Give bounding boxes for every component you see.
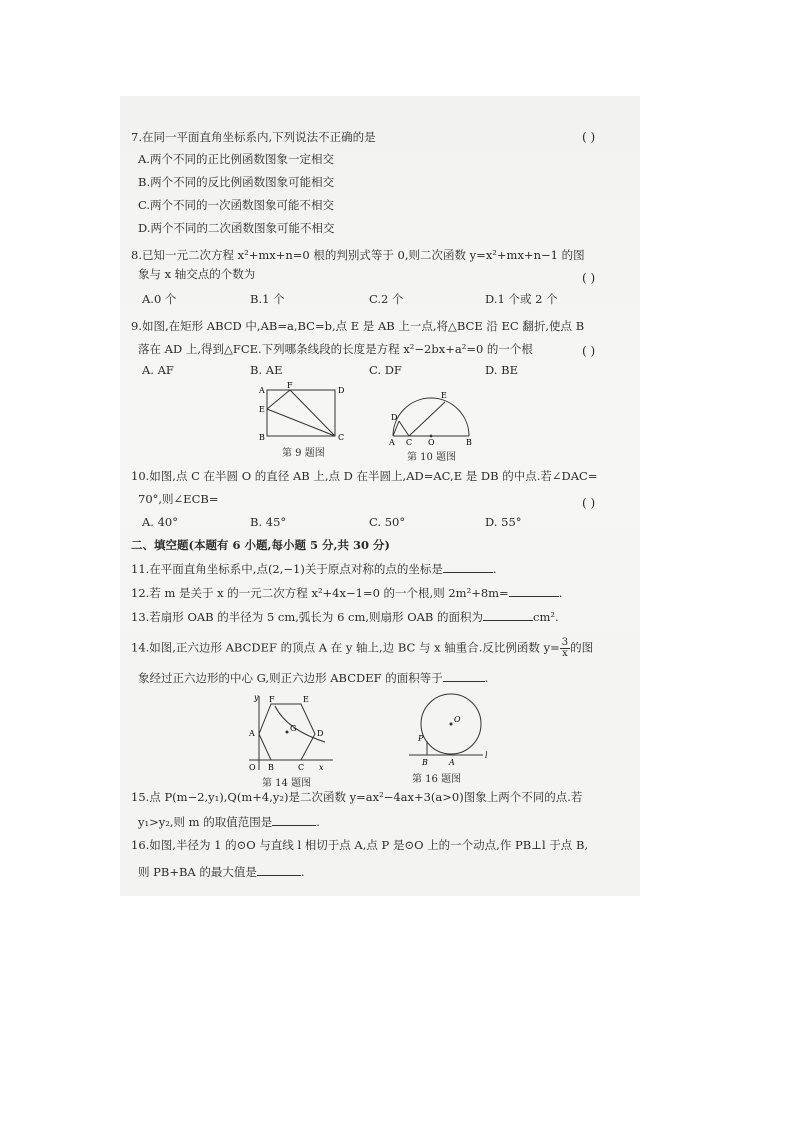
q14-stem-line1 (131, 638, 593, 659)
q15-stem-line2: y₁>y₂,则 m 的取值范围是 . (138, 815, 320, 829)
q16-text-line2: 则 PB+BA 的最大值是 (138, 865, 257, 879)
fig10-caption: 第 10 题图 (407, 452, 457, 463)
fig10-label-d: D (391, 413, 398, 422)
q14-text-post: 的图 (570, 640, 594, 655)
fig10-segment-ce (409, 402, 445, 436)
fig16-label-o: O (454, 715, 461, 724)
fig10-label-b: B (466, 438, 472, 446)
fig14-label-o: O (249, 763, 256, 772)
fig9-segment-ef (267, 390, 290, 409)
q16-answer-blank[interactable] (257, 875, 301, 876)
fig16-label-a: A (449, 758, 455, 767)
q13-text: 13.若扇形 OAB 的半径为 5 cm,弧长为 6 cm,则扇形 OAB 的面积为 (131, 610, 484, 624)
q8-answer-paren: ( ) (582, 271, 596, 285)
fig16-caption: 第 16 题图 (412, 774, 462, 785)
fig9-segment-fc (290, 390, 335, 436)
fig14-label-g: G (290, 724, 297, 733)
fig10-label-o: O (428, 438, 435, 446)
fig16-center-point (450, 723, 453, 726)
q13-stem (131, 610, 559, 624)
q10-option-d: D. 55° (485, 515, 522, 529)
q9-option-c: C. DF (369, 363, 402, 377)
fig10-label-a: A (389, 438, 395, 446)
fig9-label-b: B (259, 433, 265, 442)
q10-answer-paren: ( ) (582, 496, 596, 510)
q14-text-pre: 14.如图,正六边形 ABCDEF 的顶点 A 在 y 轴上,边 BC 与 x 轴重合.反比例函数 y= (131, 640, 560, 655)
fig14-label-f: F (269, 695, 275, 704)
q15-text-line2: y₁>y₂,则 m 的取值范围是 (138, 815, 273, 829)
q7-option-c: C.两个不同的一次函数图象可能不相交 (138, 198, 335, 212)
q9-option-b: B. AE (250, 363, 283, 377)
q12-answer-blank[interactable] (509, 596, 559, 597)
q13-unit: cm². (533, 610, 559, 624)
fig10-label-e: E (441, 391, 447, 400)
fig16-label-p: P (418, 734, 424, 743)
section-2-heading: 二、填空题(本题有 6 小题,每小题 5 分,共 30 分) (131, 538, 390, 552)
q7-option-b: B.两个不同的反比例函数图象可能相交 (138, 175, 335, 189)
q8-option-d: D.1 个或 2 个 (485, 292, 558, 306)
q14-stem-line2: 象经过正六边形的中心 G,则正六边形 ABCDEF 的面积等于 . (138, 671, 489, 685)
fig9-caption: 第 9 题图 (282, 448, 325, 459)
fig14-center-g-point (286, 731, 289, 734)
figure-16-circle-tangent-diagram (405, 690, 495, 770)
q12-text: 12.若 m 是关于 x 的一元二次方程 x²+4x−1=0 的一个根,则 2m²+8m= (131, 586, 509, 600)
fig14-label-d: D (317, 729, 324, 738)
fig9-label-f: F (287, 381, 293, 390)
q9-option-a: A. AF (142, 363, 174, 377)
fig14-caption: 第 14 题图 (262, 778, 312, 789)
fig9-label-c: C (338, 433, 345, 442)
figure-10-semicircle-diagram (385, 384, 480, 446)
q14-fraction-denominator: x (562, 648, 568, 659)
q11-text: 11.在平面直角坐标系中,点(2,−1)关于原点对称的点的坐标是 (131, 562, 443, 576)
fig9-label-a: A (259, 386, 265, 395)
q10-stem-line2: 70°,则∠ECB= (138, 492, 219, 506)
q8-option-b: B.1 个 (250, 292, 285, 306)
q15-stem-line1: 15.点 P(m−2,y₁),Q(m+4,y₂)是二次函数 y=ax²−4ax+3(a>0)图象上两个不同的点.若 (131, 790, 583, 804)
q7-option-a: A.两个不同的正比例函数图象一定相交 (138, 152, 334, 166)
figure-9-rectangle-diagram (255, 380, 355, 442)
fig14-label-b: B (268, 763, 274, 772)
q7-answer-paren: ( ) (582, 130, 596, 144)
figure-14-hexagon-diagram (243, 692, 338, 774)
q14-fraction (560, 638, 570, 659)
q16-stem-line2: 则 PB+BA 的最大值是 . (138, 865, 305, 879)
q14-text-line2: 象经过正六边形的中心 G,则正六边形 ABCDEF 的面积等于 (138, 671, 443, 685)
q8-option-a: A.0 个 (142, 292, 177, 306)
q8-option-c: C.2 个 (369, 292, 404, 306)
q8-stem-line1: 8.已知一元二次方程 x²+mx+n=0 根的判别式等于 0,则二次函数 y=x²+mx+n−1 的图 (131, 248, 585, 262)
fig9-label-d: D (338, 386, 345, 395)
q11-stem: 11.在平面直角坐标系中,点(2,−1)关于原点对称的点的坐标是 . (131, 562, 497, 576)
q12-stem: 12.若 m 是关于 x 的一元二次方程 x²+4x−1=0 的一个根,则 2m²+8m= . (131, 586, 563, 600)
q8-stem-line2: 象与 x 轴交点的个数为 (138, 267, 256, 281)
fig14-label-y: y (254, 693, 259, 702)
q10-option-b: B. 45° (250, 515, 287, 529)
q9-option-d: D. BE (485, 363, 518, 377)
q9-stem-line1: 9.如图,在矩形 ABCD 中,AB=a,BC=b,点 E 是 AB 上一点,将△BCE 沿 EC 翻折,使点 B (131, 319, 585, 333)
fig10-semicircle-arc (393, 398, 469, 436)
fig9-label-e: E (259, 405, 265, 414)
q7-stem: 7.在同一平面直角坐标系内,下列说法不正确的是 (131, 130, 376, 144)
fig10-segment-dc (399, 421, 409, 436)
fig16-label-l: l (485, 751, 488, 760)
q14-fraction-numerator: 3 (561, 637, 569, 648)
q11-answer-blank[interactable] (443, 572, 493, 573)
q15-answer-blank[interactable] (272, 825, 316, 826)
fig16-label-b: B (422, 758, 428, 767)
q7-option-d: D.两个不同的二次函数图象可能不相交 (138, 221, 335, 235)
q10-stem-line1: 10.如图,点 C 在半圆 O 的直径 AB 上,点 D 在半圆上,AD=AC,E 是 DB 的中点.若∠DAC= (131, 469, 598, 483)
q16-stem-line1: 16.如图,半径为 1 的⊙O 与直线 l 相切于点 A,点 P 是⊙O 上的一个动点,作 PB⊥l 于点 B, (131, 838, 589, 852)
q9-answer-paren: ( ) (582, 344, 596, 358)
fig14-label-c: C (298, 763, 305, 772)
q10-option-a: A. 40° (142, 515, 178, 529)
fig9-segment-ec (267, 409, 335, 436)
fig14-label-x: x (319, 763, 324, 772)
q10-option-c: C. 50° (369, 515, 406, 529)
fig10-center-point (430, 435, 433, 438)
q13-answer-blank[interactable] (483, 620, 533, 621)
fig10-label-c: C (406, 438, 413, 446)
q14-answer-blank[interactable] (443, 681, 485, 682)
q9-stem-line2: 落在 AD 上,得到△FCE.下列哪条线段的长度是方程 x²−2bx+a²=0 的一个根 (138, 342, 533, 356)
fig14-label-e: E (303, 695, 309, 704)
fig14-label-a: A (249, 729, 255, 738)
